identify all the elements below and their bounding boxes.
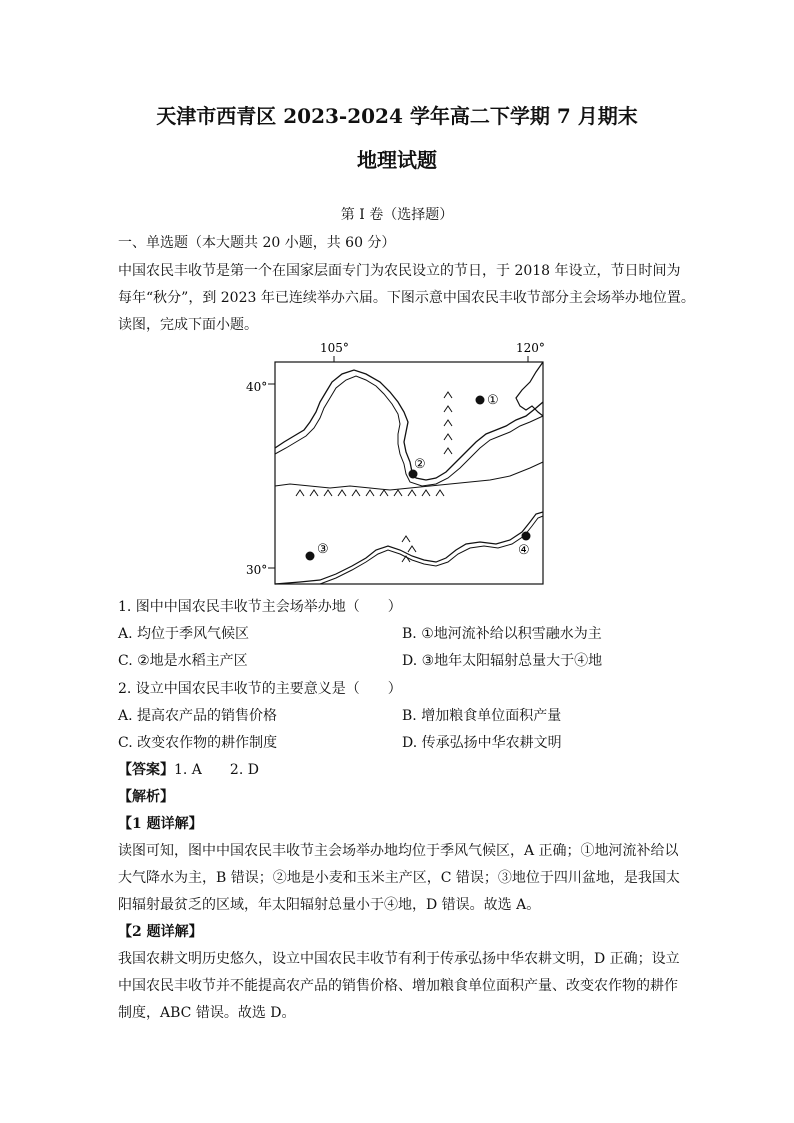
yangtze-river — [275, 512, 543, 584]
answer-line — [118, 759, 259, 779]
yellow-river-bank — [275, 376, 543, 486]
intro-line: 每年“秋分”，到 2023 年已连续举办六届。下图示意中国农民丰收节部分主会场举办地位置。 — [118, 290, 695, 306]
q2-detail-label: 【2 题详解】 — [118, 924, 203, 940]
option-d: D. 传承弘扬中华农耕文明 — [402, 735, 562, 751]
qinling-mountains — [296, 490, 444, 496]
intro-line: 读图，完成下面小题。 — [118, 317, 258, 333]
answer-value: 1. A 2. D — [174, 762, 259, 778]
analysis-label: 【解析】 — [118, 789, 174, 805]
section-heading: 一、单选题（本大题共 20 小题，共 60 分） — [118, 235, 396, 251]
site-label: ③ — [317, 542, 329, 557]
intro-line: 中国农民丰收节是第一个在国家层面专门为农民设立的节日，于 2018 年设立，节日时间为 — [118, 263, 681, 279]
yangtze-river-bank — [320, 516, 543, 584]
option-c: C. 改变农作物的耕作制度 — [118, 735, 278, 751]
answer-label: 【答案】 — [118, 762, 174, 778]
site-label: ① — [487, 393, 499, 408]
q2-detail-line: 我国农耕文明历史悠久，设立中国农民丰收节有利于传承弘扬中华农耕文明，D 正确；设立 — [118, 951, 680, 967]
question-stem: 1. 图中中国农民丰收节主会场举办地（ ） — [118, 599, 402, 615]
map-figure — [240, 336, 560, 590]
site-marker — [522, 532, 531, 541]
page-title: 天津市西青区 2023-2024 学年高二下学期 7 月期末 — [156, 104, 638, 128]
volume-heading: 第 I 卷（选择题） — [340, 207, 454, 223]
page-subtitle: 地理试题 — [357, 148, 437, 172]
option-b: B. 增加粮食单位面积产量 — [402, 708, 562, 724]
yellow-river — [275, 370, 543, 480]
q2-detail-line: 中国农民丰收节并不能提高农产品的销售价格、增加粮食单位面积产量、改变农作物的耕作 — [118, 978, 678, 994]
site-label: ② — [414, 457, 426, 472]
lat-label: 30° — [246, 563, 268, 577]
q1-detail-line: 阳辐射最贫乏的区域，年太阳辐射总量小于④地，D 错误。故选 A。 — [118, 897, 541, 913]
option-a: A. 提高农产品的销售价格 — [118, 708, 278, 724]
site-label: ④ — [518, 543, 530, 558]
question-stem: 2. 设立中国农民丰收节的主要意义是（ ） — [118, 681, 402, 697]
option-d: D. ③地年太阳辐射总量大于④地 — [402, 653, 603, 669]
option-c: C. ②地是水稻主产区 — [118, 653, 248, 669]
q1-detail-label: 【1 题详解】 — [118, 816, 203, 832]
option-a: A. 均位于季风气候区 — [118, 626, 250, 642]
lon-label: 120° — [516, 341, 545, 355]
q2-detail-line: 制度，ABC 错误。故选 D。 — [118, 1005, 296, 1021]
site-marker — [306, 552, 315, 561]
coastline — [516, 362, 543, 416]
lat-label: 40° — [246, 380, 268, 394]
q1-detail-line: 大气降水为主，B 错误；②地是小麦和玉米主产区，C 错误；③地位于四川盆地，是我国太 — [118, 870, 680, 886]
taihang-mountains — [444, 392, 452, 454]
q1-detail-line: 读图可知，图中中国农民丰收节主会场举办地均位于季风气候区，A 正确；①地河流补给以 — [118, 843, 679, 859]
lon-label: 105° — [320, 341, 349, 355]
option-b: B. ①地河流补给以积雪融水为主 — [402, 626, 602, 642]
site-marker — [476, 396, 485, 405]
